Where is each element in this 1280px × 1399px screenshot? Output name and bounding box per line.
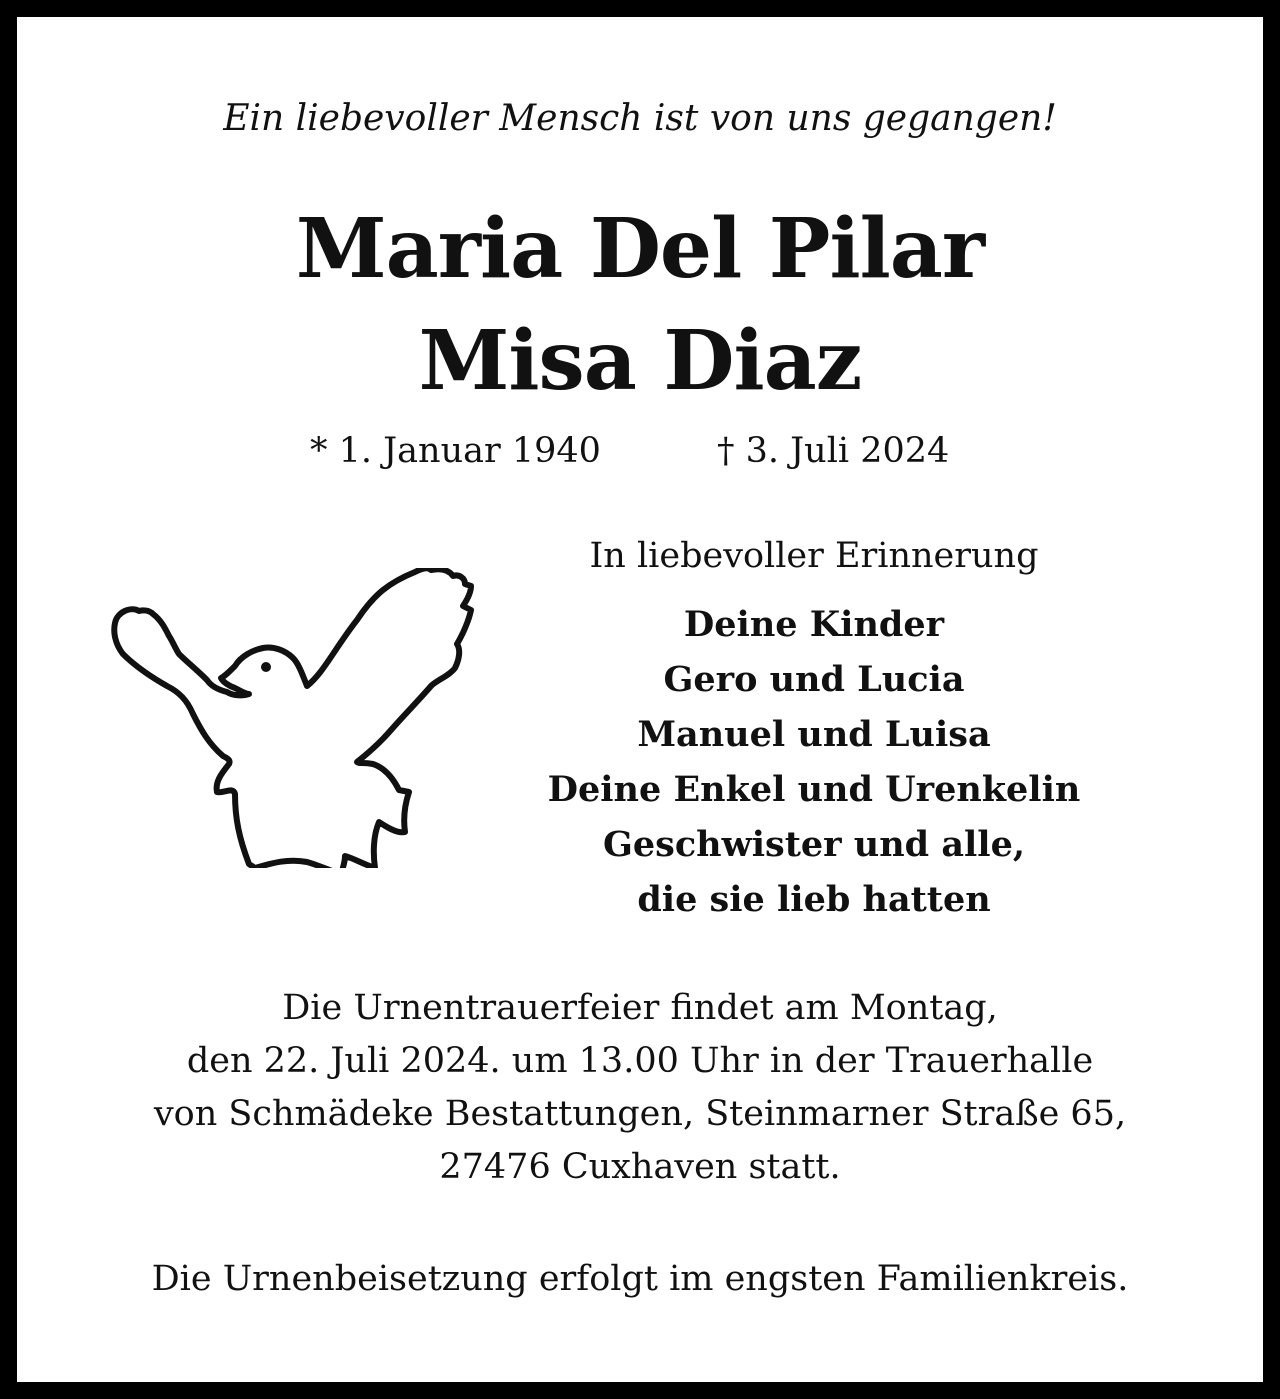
service-line: 27476 Cuxhaven statt. <box>439 1147 841 1187</box>
mourner-line: die sie lieb hatten <box>637 879 991 920</box>
obituary-card <box>17 17 1263 1382</box>
mourner-line: Deine Enkel und Urenkelin <box>547 769 1081 810</box>
death-date: † 3. Juli 2024 <box>717 431 950 471</box>
service-details <box>17 982 1263 1194</box>
remembrance-line: In liebevoller Erinnerung <box>589 536 1039 576</box>
service-line: Die Urnentrauerfeier findet am Montag, <box>282 988 998 1028</box>
mourner-line: Manuel und Luisa <box>637 714 991 755</box>
deceased-name-line-1: Maria Del Pilar <box>295 201 985 297</box>
mourner-line: Deine Kinder <box>683 604 945 645</box>
intro-line: Ein liebevoller Mensch ist von uns gegangen! <box>223 98 1057 139</box>
service-line: von Schmädeke Bestattungen, Steinmarner Straße 65, <box>153 1094 1127 1134</box>
mourner-line: Geschwister und alle, <box>602 824 1026 865</box>
deceased-name-line-2: Misa Diaz <box>418 313 862 409</box>
dove-icon <box>109 568 479 868</box>
burial-note: Die Urnenbeisetzung erfolgt im engsten Familienkreis. <box>151 1259 1129 1299</box>
service-line: den 22. Juli 2024. um 13.00 Uhr in der Trauerhalle <box>186 1041 1094 1081</box>
mourner-line: Gero und Lucia <box>663 659 965 700</box>
birth-date: * 1. Januar 1940 <box>310 431 601 471</box>
mourners-list <box>534 597 1094 927</box>
